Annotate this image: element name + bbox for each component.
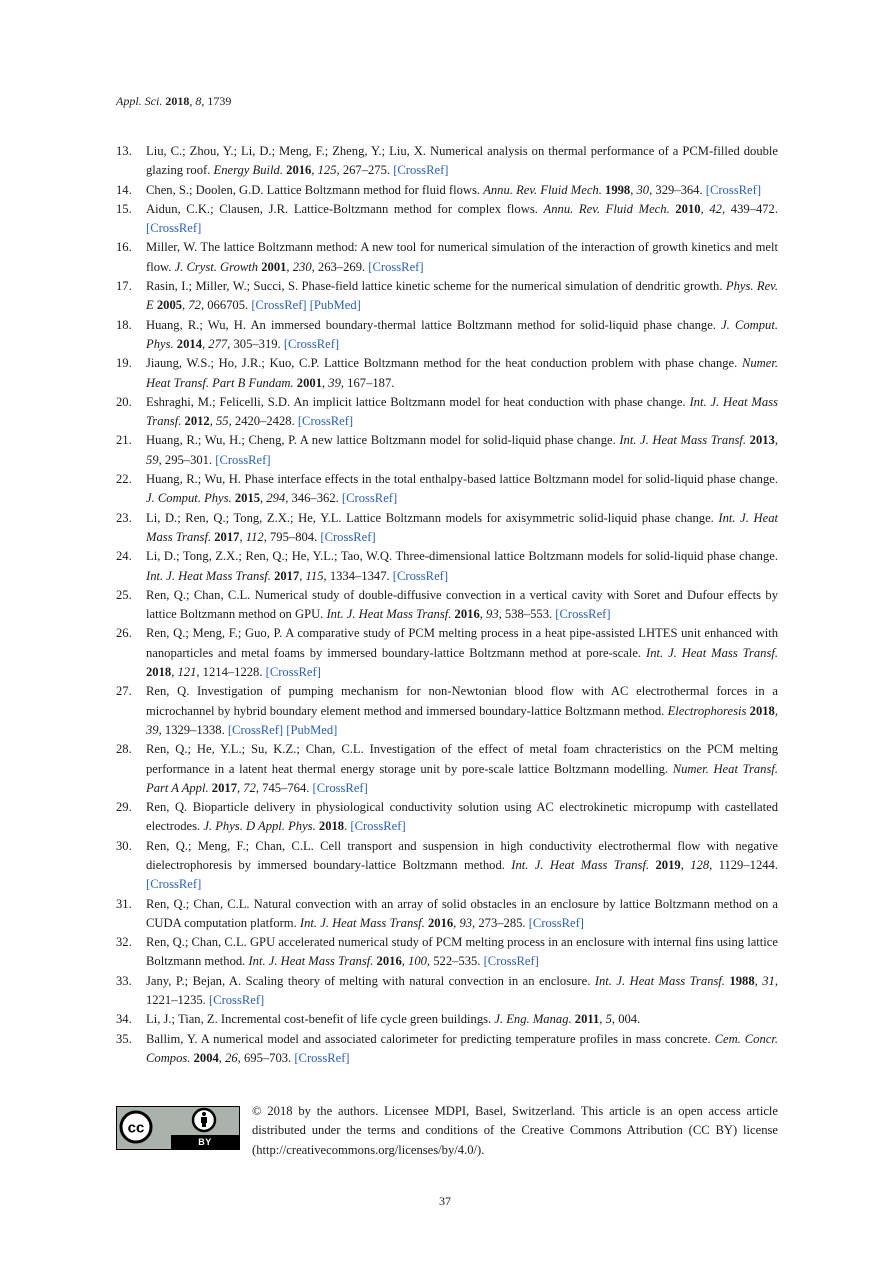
reference-text: Ren, Q.; Chan, C.L. GPU accelerated numerical study of PCM melting process in an enclosure with internal fins using lattice Boltzmann method.	[146, 935, 778, 969]
reference-text: Ren, Q.; Meng, F.; Chan, C.L. Cell transport and suspension in high conductivity electrothermal flow with negative dielectrophoresis by immersed boundary-lattice Boltzmann method.	[146, 838, 778, 872]
reference-text: Ren, Q.; He, Y.L.; Su, K.Z.; Chan, C.L. Investigation of the effect of metal foam chracteristics on the PCM melting performance in a latent heat thermal energy storage unit by pore-scale lattice Boltzmann modelling.	[146, 742, 778, 776]
reference-text: Huang, R.; Wu, H. An immersed boundary-thermal lattice Boltzmann method for solid-liquid phase change.	[146, 317, 722, 332]
journal-title: 30	[636, 182, 650, 197]
reference-item	[116, 181, 778, 200]
reference-text: , 795–804.	[263, 529, 321, 544]
reference-text: ,	[311, 163, 318, 178]
journal-title: Int. J. Heat Mass Transf.	[146, 510, 778, 544]
reference-text: Li, D.; Tong, Z.X.; Ren, Q.; He, Y.L.; Tao, W.Q. Three-dimensional lattice Boltzmann models for solid-liquid phase change.	[146, 549, 778, 564]
reference-text: , 305–319.	[227, 336, 284, 351]
crossref-link[interactable]: [CrossRef]	[392, 568, 449, 583]
publication-year: 2016	[376, 954, 402, 969]
reference-text: , 2420–2428.	[228, 414, 298, 429]
reference-text: Huang, R.; Wu, H.; Cheng, P. A new lattice Boltzmann model for solid-liquid phase change.	[146, 433, 620, 448]
publication-year: 2010	[675, 201, 701, 216]
journal-title: 277	[208, 336, 228, 351]
reference-number: 34.	[116, 1012, 132, 1027]
reference-number: 17.	[116, 279, 132, 294]
journal-title: Numer. Heat Transf. Part B Fundam.	[146, 356, 778, 390]
reference-text: ,	[453, 915, 460, 930]
reference-text: ,	[299, 568, 306, 583]
journal-title: Cem. Concr. Compos.	[146, 1031, 778, 1065]
reference-number: 13.	[116, 144, 132, 158]
reference-text: ,	[321, 375, 329, 390]
reference-text: ,	[700, 201, 710, 216]
journal-title: Int. J. Heat Mass Transf.	[646, 645, 778, 660]
reference-item	[116, 798, 778, 837]
journal-title: Annu. Rev. Fluid Mech.	[483, 182, 602, 197]
publication-year: 1988	[729, 973, 755, 988]
reference-text: Miller, W. The lattice Boltzmann method: A new tool for numerical simulation of the interaction of growth kinetics and melt flow.	[146, 240, 778, 274]
pubmed-link[interactable]: [PubMed]	[309, 298, 361, 313]
publication-year: 2001	[261, 259, 287, 274]
journal-title: 230	[292, 259, 312, 274]
reference-number: 27.	[116, 684, 132, 699]
crossref-link[interactable]: [CrossRef]	[283, 336, 340, 351]
header-article: 1739	[207, 94, 232, 108]
reference-text: , 267–275.	[336, 163, 394, 178]
publication-year: 2018	[318, 819, 345, 834]
publication-year: 2014	[176, 336, 202, 351]
reference-text: , 295–301.	[158, 452, 216, 467]
journal-title: Int. J. Heat Mass Transf.	[248, 954, 374, 969]
crossref-link[interactable]: [CrossRef]	[146, 221, 202, 236]
reference-text: ,	[201, 336, 209, 351]
journal-title: 39	[146, 722, 159, 737]
reference-item	[116, 1010, 778, 1029]
reference-item	[116, 200, 778, 239]
journal-title: 112	[245, 529, 264, 544]
journal-title: 39	[328, 375, 341, 390]
reference-item	[116, 586, 778, 625]
reference-item	[116, 895, 778, 934]
reference-text: Ren, Q.; Chan, C.L. Numerical study of double-diffusive convection in a vertical cavity with Soret and Dufour effects by lattice Boltzmann method on GPU.	[146, 587, 778, 622]
crossref-link[interactable]: [CrossRef]	[483, 954, 539, 969]
reference-item	[116, 393, 778, 432]
reference-item	[116, 431, 778, 470]
reference-item	[116, 624, 778, 682]
reference-text: Chen, S.; Doolen, G.D. Lattice Boltzmann method for fluid flows.	[146, 182, 484, 197]
reference-text: , 1221–1235.	[146, 973, 778, 1008]
reference-text: , 695–703.	[237, 1050, 295, 1065]
crossref-link[interactable]: [CrossRef]	[265, 665, 321, 680]
reference-text: ,	[680, 857, 691, 872]
reference-text: ,	[209, 414, 216, 429]
reference-item	[116, 316, 778, 355]
publication-year: 2016	[427, 915, 454, 930]
publication-year: 2016	[286, 163, 312, 178]
crossref-link[interactable]: [CrossRef]	[297, 414, 354, 429]
journal-title: J. Comput. Phys.	[146, 317, 778, 351]
publication-year: 2011	[574, 1012, 600, 1027]
crossref-link[interactable]: [CrossRef]	[208, 993, 265, 1008]
journal-title: Int. J. Heat Mass Transf.	[619, 433, 747, 448]
crossref-link[interactable]: [CrossRef]	[215, 452, 271, 467]
reference-number: 18.	[116, 317, 132, 332]
journal-title: J. Eng. Manag.	[494, 1012, 572, 1027]
reference-text: ,	[401, 954, 409, 969]
reference-text: Liu, C.; Zhou, Y.; Li, D.; Meng, F.; Zheng, Y.; Liu, X. Numerical analysis on thermal performance of a PCM-filled double glazing roof.	[146, 144, 778, 178]
journal-name: Appl. Sci.	[116, 94, 163, 108]
reference-text: ,	[171, 665, 178, 680]
crossref-link[interactable]: [CrossRef]	[146, 877, 202, 892]
reference-text: ,	[774, 703, 778, 718]
reference-item	[116, 1030, 778, 1069]
reference-number: 28.	[116, 742, 132, 757]
reference-number: 25.	[116, 587, 132, 602]
reference-text: ,	[218, 1050, 226, 1065]
reference-text: ,	[260, 491, 267, 506]
reference-item	[116, 837, 778, 895]
reference-text: Ballim, Y. A numerical model and associated calorimeter for predicting temperature profiles in mass concrete.	[146, 1031, 715, 1046]
journal-title: 100	[408, 954, 427, 969]
reference-text: Li, J.; Tian, Z. Incremental cost-benefit of life cycle green buildings.	[146, 1012, 495, 1027]
crossref-link[interactable]: [CrossRef]	[368, 259, 424, 274]
crossref-link[interactable]: [CrossRef]	[320, 529, 376, 544]
reference-text: Jany, P.; Bejan, A. Scaling theory of melting with natural convection in an enclosure.	[146, 973, 595, 988]
publication-year: 2012	[184, 414, 210, 429]
journal-title: J. Comput. Phys.	[146, 491, 232, 506]
journal-title: Numer. Heat Transf. Part A Appl.	[146, 761, 778, 795]
crossref-link[interactable]: [CrossRef]	[294, 1050, 350, 1065]
reference-text: Ren, Q. Investigation of pumping mechanism for non-Newtonian blood flow with AC electrothermal forces in a microchannel by hybrid boundary element method and immersed boundary-lattice Boltzmann method.	[146, 684, 778, 718]
reference-text: , 745–764.	[255, 780, 313, 795]
reference-number: 20.	[116, 394, 132, 409]
journal-title: 121	[177, 665, 197, 680]
journal-title: 42	[709, 201, 722, 216]
crossref-link[interactable]: [CrossRef]	[393, 163, 449, 178]
publication-year: 2018	[146, 665, 172, 680]
reference-text: , 1329–1338.	[158, 722, 228, 737]
reference-text: ,	[239, 529, 246, 544]
journal-title: Int. J. Heat Mass Transf.	[326, 607, 452, 622]
reference-number: 32.	[116, 935, 132, 950]
attribution-person-icon	[193, 1109, 215, 1131]
crossref-link[interactable]: [CrossRef]	[528, 915, 584, 930]
reference-text: , 329–364.	[649, 182, 706, 197]
reference-item	[116, 933, 778, 972]
reference-text: , 522–535.	[426, 954, 484, 969]
header-volume: 8	[195, 94, 202, 108]
reference-item	[116, 354, 778, 393]
by-label: BY	[198, 1137, 212, 1147]
publication-year: 2017	[214, 529, 240, 544]
reference-number: 26.	[116, 626, 132, 641]
reference-text: , 1214–1228.	[196, 665, 266, 680]
cc-by-license-badge[interactable]	[116, 1106, 240, 1150]
publication-year: 2013	[749, 433, 775, 448]
journal-title: 115	[305, 568, 324, 583]
reference-number: 31.	[116, 896, 132, 911]
reference-text: , 346–362.	[285, 491, 342, 506]
reference-item	[116, 547, 778, 586]
reference-text: Huang, R.; Wu, H. Phase interface effects in the total enthalpy-based lattice Boltzmann model for solid-liquid phase change.	[146, 472, 778, 487]
reference-text: , 263–269.	[311, 259, 369, 274]
journal-title: 55	[216, 414, 229, 429]
reference-text: Ren, Q.; Meng, F.; Guo, P. A comparative study of PCM melting process in a heat pipe-assisted LHTES unit enhanced with nanoparticles and metal foams by immersed boundary-lattice Boltzmann method at pore-scale.	[146, 626, 778, 660]
reference-number: 24.	[116, 549, 132, 564]
reference-number: 21.	[116, 433, 132, 448]
journal-title: 128	[690, 857, 710, 872]
reference-text: , 1129–1244.	[709, 857, 778, 872]
reference-list	[116, 142, 778, 1068]
cc-icon	[121, 1112, 151, 1142]
reference-text: ,	[182, 298, 189, 313]
running-header: Appl. Sci. 2018, 8, 1739	[116, 94, 232, 108]
reference-text: ,	[599, 1012, 606, 1027]
journal-title: Int. J. Heat Mass Transf.	[594, 973, 725, 988]
publication-year: 1998	[605, 182, 631, 197]
reference-item	[116, 142, 778, 181]
reference-text: ,	[754, 973, 763, 988]
publication-year: 2005	[156, 298, 183, 313]
reference-text: , 004.	[611, 1012, 641, 1027]
publication-year: 2015	[234, 491, 261, 506]
crossref-link[interactable]: [CrossRef]	[251, 298, 307, 313]
journal-title: J. Cryst. Growth	[174, 259, 259, 274]
crossref-link[interactable]: [CrossRef]	[555, 607, 611, 622]
publication-year: 2016	[454, 607, 480, 622]
reference-number: 16.	[116, 240, 132, 255]
journal-title: Phys. Rev. E	[146, 279, 778, 313]
reference-item	[116, 972, 778, 1011]
journal-title: 294	[266, 491, 286, 506]
reference-text: ,	[286, 259, 293, 274]
journal-title: Electrophoresis	[667, 703, 747, 718]
journal-title: Int. J. Heat Mass Transf.	[299, 915, 425, 930]
publication-year: 2004	[193, 1050, 219, 1065]
reference-text: Li, D.; Ren, Q.; Tong, Z.X.; He, Y.L. Lattice Boltzmann models for axisymmetric solid-liquid phase change.	[146, 510, 719, 525]
reference-number: 33.	[116, 973, 132, 988]
crossref-link[interactable]: [CrossRef]	[312, 780, 368, 795]
reference-number: 15.	[116, 201, 132, 216]
reference-number: 22.	[116, 472, 132, 487]
reference-item	[116, 509, 778, 548]
reference-item	[116, 682, 778, 740]
reference-text: Rasin, I.; Miller, W.; Succi, S. Phase-field lattice kinetic scheme for the numerical simulation of dendritic growth.	[146, 279, 726, 294]
reference-number: 30.	[116, 838, 132, 853]
journal-title: 31	[762, 973, 775, 988]
journal-title: J. Phys. D Appl. Phys.	[203, 819, 316, 834]
reference-text: Jiaung, W.S.; Ho, J.R.; Kuo, C.P. Lattice Boltzmann method for the heat conduction problem with phase change.	[146, 356, 742, 371]
publication-year: 2018	[749, 703, 775, 718]
page-number: 37	[439, 1194, 451, 1208]
reference-text: Eshraghi, M.; Felicelli, S.D. An implicit lattice Boltzmann model for heat conduction with phase change.	[146, 394, 690, 409]
crossref-link[interactable]: [CrossRef]	[705, 182, 762, 197]
reference-number: 23.	[116, 510, 132, 525]
license-text: © 2018 by the authors. Licensee MDPI, Basel, Switzerland. This article is an open access article distributed under the terms and conditions of the Creative Commons Attribution (CC BY) license (http://creativecommons.org/licenses/by/4.0/).	[252, 1104, 778, 1157]
reference-number: 35.	[116, 1031, 132, 1046]
header-year: 2018	[165, 94, 190, 108]
reference-item	[116, 277, 778, 316]
journal-title: 59	[146, 452, 159, 467]
reference-text: , 273–285.	[472, 915, 529, 930]
journal-title: 125	[317, 163, 337, 178]
reference-number: 19.	[116, 356, 132, 371]
journal-title: 93	[459, 915, 473, 930]
crossref-link[interactable]: [CrossRef]	[227, 722, 284, 737]
reference-text: , 538–553.	[498, 607, 556, 622]
reference-text: Ren, Q. Bioparticle delivery in physiological conductivity solution using AC electrokinetic micropump with castellated electrodes.	[146, 800, 778, 834]
reference-text: ,	[630, 182, 637, 197]
journal-title: 72	[188, 298, 201, 313]
reference-text: Aidun, C.K.; Clausen, J.R. Lattice-Boltzmann method for complex flows.	[146, 201, 544, 216]
journal-title: Int. J. Heat Mass Transf.	[511, 857, 650, 872]
reference-text: , 167–187.	[340, 375, 395, 390]
publication-year: 2001	[296, 375, 322, 390]
journal-title: Annu. Rev. Fluid Mech.	[543, 201, 670, 216]
reference-text: ,	[236, 780, 244, 795]
svg-text:cc: cc	[127, 1119, 145, 1137]
reference-text: , 439–472.	[721, 201, 778, 216]
reference-text: ,	[774, 433, 778, 448]
crossref-link[interactable]: [CrossRef]	[350, 819, 406, 834]
pubmed-link[interactable]: [PubMed]	[286, 722, 338, 737]
journal-title: Int. J. Heat Mass Transf.	[146, 568, 271, 583]
reference-item	[116, 238, 778, 277]
reference-text: ,	[479, 607, 487, 622]
publication-year: 2017	[211, 780, 237, 795]
reference-number: 14.	[116, 182, 132, 197]
journal-title: Int. J. Heat Mass Transf.	[146, 394, 778, 429]
journal-title: 5	[605, 1012, 612, 1027]
crossref-link[interactable]: [CrossRef]	[341, 491, 398, 506]
publication-year: 2017	[274, 568, 300, 583]
reference-item	[116, 470, 778, 509]
reference-text: .	[344, 819, 351, 834]
publication-year: 2019	[655, 857, 681, 872]
reference-text: , 1334–1347.	[323, 568, 393, 583]
reference-text: , 066705.	[200, 298, 252, 313]
reference-text: Ren, Q.; Chan, C.L. Natural convection with an array of solid obstacles in an enclosure by lattice Boltzmann method on a CUDA computation platform.	[146, 896, 778, 930]
journal-title: 72	[243, 780, 256, 795]
journal-title: 26	[225, 1050, 238, 1065]
journal-title: 93	[486, 607, 499, 622]
journal-title: Energy Build.	[213, 163, 283, 178]
reference-number: 29.	[116, 800, 132, 815]
reference-item	[116, 740, 778, 798]
